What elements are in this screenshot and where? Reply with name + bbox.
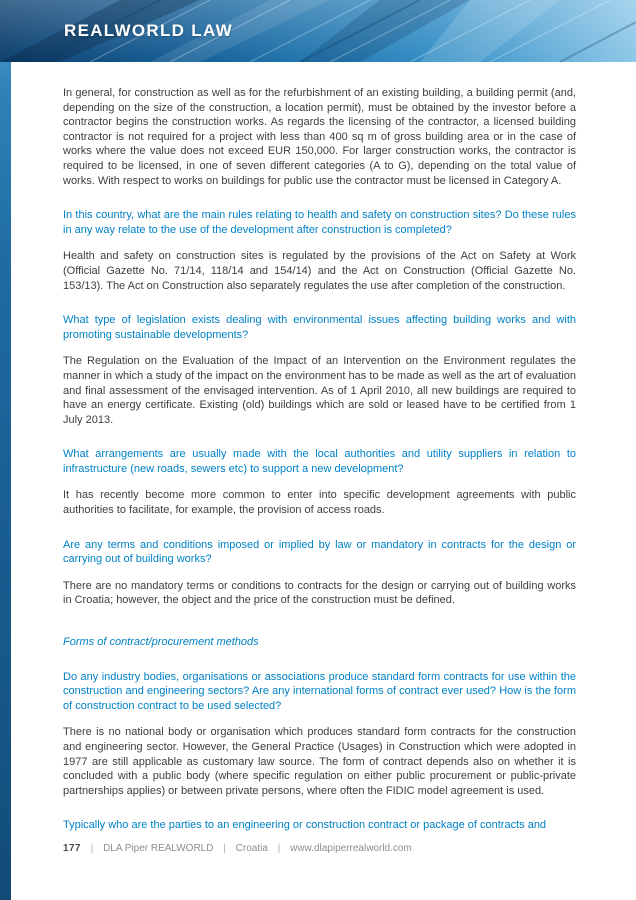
question-paragraph: Are any terms and conditions imposed or implied by law or mandatory in contracts for the design or carrying out of building works?	[63, 538, 576, 566]
body-paragraph: There is no national body or organisation which produces standard form contracts for the construction and engineering sector. However, the General Practice (Usages) in Construction which were adopted in 1977 are still applicable as customary law source. The form of contract depends also on whether it is concluded with a public body (where specific regulation on either public procurement or public-private partnerships applies) or between private persons, where often the FIDIC model agreement is used.	[63, 726, 576, 797]
body-paragraph: Health and safety on construction sites is regulated by the provisions of the Act on Safety at Work (Official Gazette No. 71/14, 118/14 and 154/14) and the Act on Construction (Official Gazette No. 153/13). The Act on Construction also separately regulates the use after completion of the construction.	[63, 250, 576, 292]
question-paragraph: In this country, what are the main rules relating to health and safety on construction sites? Do these rules in any way relate to the use of the development after construction is completed?	[63, 209, 576, 236]
question-paragraph: Do any industry bodies, organisations or associations produce standard form contracts for use within the construction and engineering sectors? Are any international forms of contract ever used? How is the form of construction contract to be used selected?	[63, 670, 576, 712]
country-name: Croatia	[235, 843, 268, 854]
left-accent-strip	[0, 0, 11, 900]
footer-separator: |	[277, 843, 281, 854]
page-title: REALWORLD LAW	[64, 21, 233, 40]
website-link[interactable]: www.dlapiperrealworld.com	[290, 843, 412, 854]
body-paragraph: There are no mandatory terms or conditions to contracts for the design or carrying out of building works in Croatia; however, the object and the price of the construction must be defined.	[63, 579, 576, 607]
question-paragraph: Typically who are the parties to an engineering or construction contract or package of contracts and	[63, 819, 547, 832]
footer-separator: |	[90, 843, 94, 854]
body-paragraph: It has recently become more common to enter into specific development agreements with public authorities to facilitate, for example, the provision of access roads.	[63, 489, 576, 517]
body-paragraph: The Regulation on the Evaluation of the Impact of an Intervention on the Environment regulates the manner in which a study of the impact on the environment has to be made as well as the art of evaluation and final assessment of the envisaged intervention. As of 1 April 2010, all new buildings are required to have an energy certificate. Existing (old) buildings which are sold or leased have to be certified from 1 July 2013.	[63, 355, 576, 426]
header-banner	[0, 0, 636, 62]
brand-name: DLA Piper REALWORLD	[103, 843, 214, 854]
body-paragraph: In general, for construction as well as for the refurbishment of an existing building, a building permit (and, depending on the size of the construction, a location permit), must be obtained by the investor before a contractor begins the construction works. As regards the licensing of the contractor, a licensed building contractor is not required for a project with less than 400 sq m of gross building area or in the case of works where the value does not exceed EUR 150,000. For larger construction works, the contractor is required to be licensed, in one of seven different categories (A to G), depending on the total value of works. With respect to works on buildings for public use the contractor must be licensed in Category A.	[63, 87, 576, 187]
question-paragraph: What type of legislation exists dealing with environmental issues affecting building works and with promoting sustainable developments?	[63, 314, 576, 341]
footer-separator: |	[223, 843, 226, 854]
page-number: 177	[63, 843, 81, 854]
section-subheading: Forms of contract/procurement methods	[63, 636, 259, 649]
question-paragraph: What arrangements are usually made with the local authorities and utility suppliers in relation to infrastructure (new roads, sewers etc) to support a new development?	[63, 448, 576, 475]
page-content	[63, 86, 576, 845]
page-footer	[63, 843, 576, 854]
